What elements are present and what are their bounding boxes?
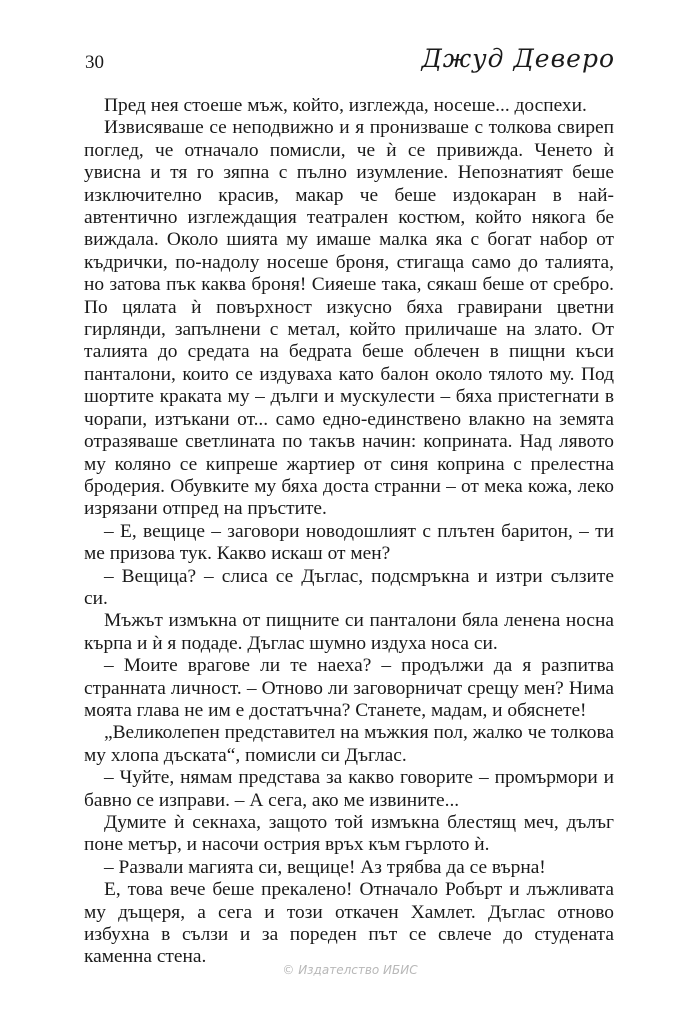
paragraph: Мъжът измъкна от пищните си панталони бяла ленена носна кърпа и ѝ я подаде. Дъглас шумно издуха носа си. bbox=[84, 610, 614, 654]
paragraph: Пред нея стоеше мъж, който, изглежда, носеше... доспехи. bbox=[104, 95, 587, 116]
paragraph: – Чуйте, нямам представа за какво говорите – промърмори и бавно се изправи. – А сега, ако ме извините... bbox=[84, 767, 614, 811]
paragraph: – Е, вещице – заговори новодошлият с плътен баритон, – ти ме призова тук. Какво искаш от мен? bbox=[84, 520, 614, 565]
paragraph: – Моите врагове ли те наеха? – продължи да я разпитва странната личност. – Отново ли заговорничат срещу мен? Нима моята глава не им е достатъчна? Станете, мадам, и обяснете! bbox=[84, 655, 614, 721]
paragraph: – Развали магията си, вещице! Аз трябва да се върна! bbox=[104, 856, 546, 878]
paragraph: Думите ѝ секнаха, защото той измъкна блестящ меч, дълъг поне метър, и насочи острия връх към гърлото ѝ. bbox=[84, 812, 614, 856]
running-title: Джуд Деверо bbox=[421, 44, 615, 73]
copyright-footer: © Издателство ИБИС bbox=[282, 963, 418, 977]
paragraph: „Великолепен представител на мъжкия пол, жалко че толкова му хлопа дъската“, помисли си Дъглас. bbox=[84, 722, 614, 766]
paragraph: Извисяваше се неподвижно и я пронизваше с толкова свиреп поглед, че отначало помисли, че ѝ се привижда. Ченето ѝ увисна и тя го зяпна с пълно изумление. Непознатият беше изключително красив, макар че беше издокаран в най-автентично изглеждащия театрален костюм, който някога бе виждала. Около шията му имаше малка яка с богат набор от къдрички, по-надолу носеше броня, стигаща само до талията, но затова пък каква броня! Сияеше така, сякаш беше от сребро. По цялата ѝ повърхност изкусно бяха гравирани цветни гирлянди, запълнени с метал, който приличаше на злато. От талията до средата на бедрата беше облечен в пищни къси панталони, които се издуваха като балон около тялото му. Под шортите краката му – дълги и мускулести – бяха пристегнати в чорапи, изтъкани от... само едно-единствено влакно на земята отразяваше светлината по такъв начин: коприната. Над лявото му коляно се кипреше жартиер от синя коприна с прелестна бродерия. Обувките му бяха доста странни – от мека кожа, леко изрязани отпред на пръстите. bbox=[84, 117, 614, 520]
paragraph: Е, това вече беше прекалено! Отначало Робърт и лъжливата му дъщеря, а сега и този откачен Хамлет. Дъглас отново избухна в сълзи и за пореден път се свлече до студената каменна стена. bbox=[84, 879, 614, 968]
page-number: 30 bbox=[85, 52, 104, 73]
paragraph: – Вещица? – слиса се Дъглас, подсмръкна и изтри сълзите си. bbox=[84, 565, 614, 609]
body-text bbox=[84, 95, 614, 969]
page-header bbox=[85, 44, 615, 84]
